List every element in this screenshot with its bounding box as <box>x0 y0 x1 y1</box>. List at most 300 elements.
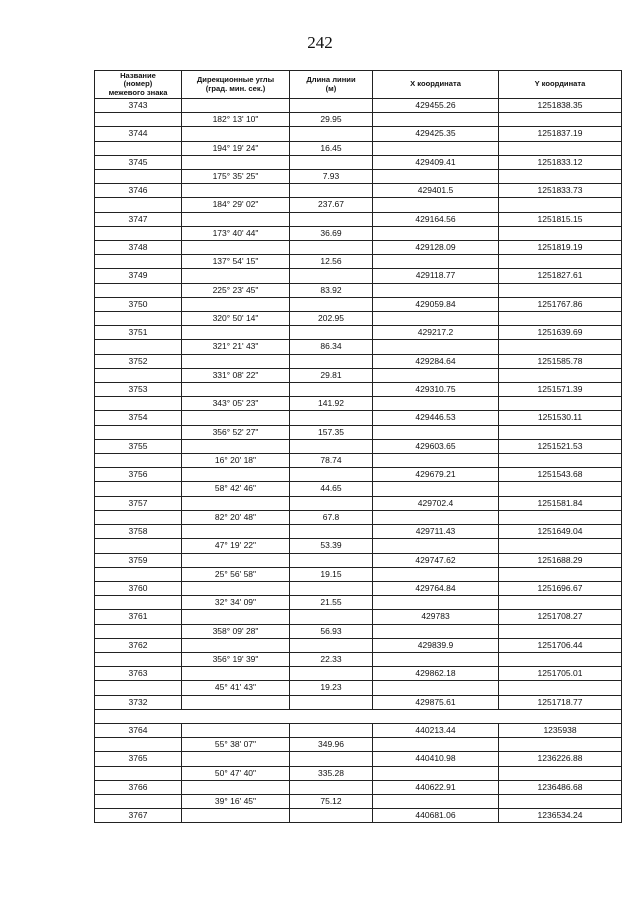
name-cell <box>95 454 182 468</box>
length-cell <box>290 269 373 283</box>
x-cell <box>373 567 499 581</box>
x-cell <box>373 226 499 240</box>
x-cell <box>373 397 499 411</box>
angle-cell <box>182 411 290 425</box>
table-row-segment <box>95 794 622 808</box>
name-cell <box>95 113 182 127</box>
angle-cell <box>182 155 290 169</box>
y-cell <box>499 794 622 808</box>
table-row-segment <box>95 539 622 553</box>
name-cell <box>95 766 182 780</box>
y-coordinate: 1235938 <box>499 723 622 737</box>
point-name: 3752 <box>95 354 182 368</box>
table-row-segment <box>95 624 622 638</box>
length-cell <box>290 723 373 737</box>
length-cell <box>290 127 373 141</box>
point-name: 3749 <box>95 269 182 283</box>
x-cell <box>373 510 499 524</box>
y-cell <box>499 255 622 269</box>
point-name: 3744 <box>95 127 182 141</box>
y-coordinate: 1251696.67 <box>499 581 622 595</box>
y-cell <box>499 397 622 411</box>
x-coordinate: 429164.56 <box>373 212 499 226</box>
length-cell <box>290 809 373 823</box>
y-cell <box>499 283 622 297</box>
y-coordinate: 1251706.44 <box>499 638 622 652</box>
length-cell <box>290 780 373 794</box>
name-cell <box>95 596 182 610</box>
angle-cell <box>182 581 290 595</box>
direction-angle: 32° 34' 09" <box>182 596 290 610</box>
point-name: 3747 <box>95 212 182 226</box>
line-length: 19.15 <box>290 567 373 581</box>
direction-angle: 16° 20' 18" <box>182 454 290 468</box>
x-coordinate: 429455.26 <box>373 99 499 113</box>
length-cell <box>290 525 373 539</box>
x-cell <box>373 454 499 468</box>
line-length: 202.95 <box>290 312 373 326</box>
point-name: 3755 <box>95 439 182 453</box>
y-cell <box>499 340 622 354</box>
line-length: 78.74 <box>290 454 373 468</box>
table-row-point <box>95 581 622 595</box>
line-length: 29.81 <box>290 368 373 382</box>
gap-cell <box>95 709 622 723</box>
x-cell <box>373 652 499 666</box>
y-cell <box>499 368 622 382</box>
table-row-point <box>95 809 622 823</box>
x-cell <box>373 766 499 780</box>
table-row-point <box>95 723 622 737</box>
angle-cell <box>182 326 290 340</box>
angle-cell <box>182 752 290 766</box>
table-row-point <box>95 439 622 453</box>
line-length: 12.56 <box>290 255 373 269</box>
x-coordinate: 429783 <box>373 610 499 624</box>
direction-angle: 58° 42' 46" <box>182 482 290 496</box>
header-length: Длина линии (м) <box>290 71 373 99</box>
point-name: 3753 <box>95 383 182 397</box>
name-cell <box>95 255 182 269</box>
name-cell <box>95 425 182 439</box>
name-cell <box>95 738 182 752</box>
y-coordinate: 1251819.19 <box>499 241 622 255</box>
angle-cell <box>182 723 290 737</box>
line-length: 29.95 <box>290 113 373 127</box>
y-cell <box>499 766 622 780</box>
length-cell <box>290 752 373 766</box>
y-coordinate: 1251838.35 <box>499 99 622 113</box>
table-row-point <box>95 468 622 482</box>
name-cell <box>95 539 182 553</box>
line-length: 44.65 <box>290 482 373 496</box>
y-cell <box>499 738 622 752</box>
name-cell <box>95 312 182 326</box>
table-row-segment <box>95 368 622 382</box>
y-cell <box>499 226 622 240</box>
direction-angle: 175° 35' 25" <box>182 170 290 184</box>
point-name: 3757 <box>95 496 182 510</box>
name-cell <box>95 794 182 808</box>
x-cell <box>373 198 499 212</box>
angle-cell <box>182 241 290 255</box>
line-length: 67.8 <box>290 510 373 524</box>
table-row-segment <box>95 340 622 354</box>
name-cell <box>95 283 182 297</box>
line-length: 86.34 <box>290 340 373 354</box>
table-row-segment <box>95 766 622 780</box>
name-cell <box>95 170 182 184</box>
line-length: 7.93 <box>290 170 373 184</box>
length-cell <box>290 326 373 340</box>
length-cell <box>290 99 373 113</box>
angle-cell <box>182 212 290 226</box>
y-coordinate: 1251833.73 <box>499 184 622 198</box>
header-y: Y координата <box>499 71 622 99</box>
table-row-point <box>95 297 622 311</box>
y-coordinate: 1236534.24 <box>499 809 622 823</box>
y-coordinate: 1251585.78 <box>499 354 622 368</box>
table-row-segment <box>95 596 622 610</box>
direction-angle: 321° 21' 43" <box>182 340 290 354</box>
y-cell <box>499 652 622 666</box>
point-name: 3758 <box>95 525 182 539</box>
x-cell <box>373 738 499 752</box>
line-length: 36.69 <box>290 226 373 240</box>
table-row-segment <box>95 510 622 524</box>
x-cell <box>373 170 499 184</box>
length-cell <box>290 439 373 453</box>
y-coordinate: 1251827.61 <box>499 269 622 283</box>
table-row-point <box>95 269 622 283</box>
x-coordinate: 429702.4 <box>373 496 499 510</box>
x-coordinate: 429128.09 <box>373 241 499 255</box>
name-cell <box>95 141 182 155</box>
length-cell <box>290 553 373 567</box>
y-cell <box>499 198 622 212</box>
direction-angle: 182° 13' 10" <box>182 113 290 127</box>
length-cell <box>290 581 373 595</box>
x-coordinate: 440213.44 <box>373 723 499 737</box>
y-cell <box>499 681 622 695</box>
table-row-point <box>95 99 622 113</box>
direction-angle: 331° 08' 22" <box>182 368 290 382</box>
y-coordinate: 1251833.12 <box>499 155 622 169</box>
y-coordinate: 1251530.11 <box>499 411 622 425</box>
x-coordinate: 440681.06 <box>373 809 499 823</box>
point-name: 3746 <box>95 184 182 198</box>
y-cell <box>499 454 622 468</box>
name-cell <box>95 226 182 240</box>
x-cell <box>373 340 499 354</box>
length-cell <box>290 695 373 709</box>
table-row-segment <box>95 113 622 127</box>
direction-angle: 137° 54' 15" <box>182 255 290 269</box>
point-name: 3760 <box>95 581 182 595</box>
point-name: 3754 <box>95 411 182 425</box>
angle-cell <box>182 468 290 482</box>
length-cell <box>290 468 373 482</box>
y-cell <box>499 170 622 184</box>
x-coordinate: 429409.41 <box>373 155 499 169</box>
x-cell <box>373 482 499 496</box>
name-cell <box>95 510 182 524</box>
table-row-segment <box>95 226 622 240</box>
x-cell <box>373 283 499 297</box>
table-row-segment <box>95 652 622 666</box>
x-coordinate: 440410.98 <box>373 752 499 766</box>
name-cell <box>95 340 182 354</box>
direction-angle: 47° 19' 22" <box>182 539 290 553</box>
angle-cell <box>182 780 290 794</box>
header-x: X координата <box>373 71 499 99</box>
x-cell <box>373 113 499 127</box>
table-row-segment <box>95 738 622 752</box>
angle-cell <box>182 695 290 709</box>
point-name: 3761 <box>95 610 182 624</box>
name-cell <box>95 681 182 695</box>
name-cell <box>95 368 182 382</box>
direction-angle: 173° 40' 44" <box>182 226 290 240</box>
point-name: 3765 <box>95 752 182 766</box>
angle-cell <box>182 809 290 823</box>
x-coordinate: 429711.43 <box>373 525 499 539</box>
angle-cell <box>182 525 290 539</box>
x-coordinate: 429875.61 <box>373 695 499 709</box>
table-row-gap <box>95 709 622 723</box>
y-cell <box>499 510 622 524</box>
y-coordinate: 1251767.86 <box>499 297 622 311</box>
x-cell <box>373 624 499 638</box>
y-coordinate: 1236226.88 <box>499 752 622 766</box>
direction-angle: 184° 29' 02" <box>182 198 290 212</box>
x-coordinate: 429425.35 <box>373 127 499 141</box>
angle-cell <box>182 184 290 198</box>
y-cell <box>499 596 622 610</box>
x-cell <box>373 794 499 808</box>
table-row-segment <box>95 312 622 326</box>
line-length: 83.92 <box>290 283 373 297</box>
x-cell <box>373 312 499 326</box>
y-coordinate: 1251571.39 <box>499 383 622 397</box>
length-cell <box>290 496 373 510</box>
x-coordinate: 429446.53 <box>373 411 499 425</box>
y-coordinate: 1251688.29 <box>499 553 622 567</box>
y-coordinate: 1251543.68 <box>499 468 622 482</box>
table-row-segment <box>95 567 622 581</box>
x-cell <box>373 141 499 155</box>
angle-cell <box>182 383 290 397</box>
angle-cell <box>182 269 290 283</box>
y-coordinate: 1251581.84 <box>499 496 622 510</box>
length-cell <box>290 667 373 681</box>
direction-angle: 358° 09' 28" <box>182 624 290 638</box>
table-row-point <box>95 695 622 709</box>
point-name: 3756 <box>95 468 182 482</box>
direction-angle: 225° 23' 45" <box>182 283 290 297</box>
angle-cell <box>182 439 290 453</box>
table-header-row <box>95 71 622 99</box>
point-name: 3745 <box>95 155 182 169</box>
point-name: 3767 <box>95 809 182 823</box>
x-cell <box>373 681 499 695</box>
length-cell <box>290 610 373 624</box>
x-coordinate: 429839.9 <box>373 638 499 652</box>
y-coordinate: 1251705.01 <box>499 667 622 681</box>
point-name: 3751 <box>95 326 182 340</box>
table-row-point <box>95 780 622 794</box>
direction-angle: 356° 19' 39" <box>182 652 290 666</box>
line-length: 22.33 <box>290 652 373 666</box>
x-cell <box>373 368 499 382</box>
direction-angle: 343° 05' 23" <box>182 397 290 411</box>
y-cell <box>499 312 622 326</box>
direction-angle: 82° 20' 48" <box>182 510 290 524</box>
point-name: 3762 <box>95 638 182 652</box>
direction-angle: 356° 52' 27" <box>182 425 290 439</box>
line-length: 237.67 <box>290 198 373 212</box>
header-name: Название (номер) межевого знака <box>95 71 182 99</box>
x-coordinate: 429747.62 <box>373 553 499 567</box>
x-cell <box>373 255 499 269</box>
line-length: 21.55 <box>290 596 373 610</box>
point-name: 3748 <box>95 241 182 255</box>
table-row-point <box>95 525 622 539</box>
header-angle: Дирекционные углы (град. мин. сек.) <box>182 71 290 99</box>
table-row-point <box>95 610 622 624</box>
line-length: 53.39 <box>290 539 373 553</box>
table-row-point <box>95 155 622 169</box>
table-row-point <box>95 383 622 397</box>
table-row-point <box>95 752 622 766</box>
x-coordinate: 429059.84 <box>373 297 499 311</box>
length-cell <box>290 155 373 169</box>
angle-cell <box>182 297 290 311</box>
angle-cell <box>182 638 290 652</box>
name-cell <box>95 652 182 666</box>
x-coordinate: 440622.91 <box>373 780 499 794</box>
y-cell <box>499 567 622 581</box>
length-cell <box>290 241 373 255</box>
direction-angle: 39° 16' 45" <box>182 794 290 808</box>
x-cell <box>373 539 499 553</box>
line-length: 16.45 <box>290 141 373 155</box>
name-cell <box>95 198 182 212</box>
y-coordinate: 1251708.27 <box>499 610 622 624</box>
y-cell <box>499 624 622 638</box>
table-row-point <box>95 212 622 226</box>
y-coordinate: 1251521.53 <box>499 439 622 453</box>
x-coordinate: 429679.21 <box>373 468 499 482</box>
table-row-point <box>95 127 622 141</box>
y-coordinate: 1251815.15 <box>499 212 622 226</box>
line-length: 335.28 <box>290 766 373 780</box>
line-length: 75.12 <box>290 794 373 808</box>
table-row-point <box>95 326 622 340</box>
point-name: 3759 <box>95 553 182 567</box>
table-row-segment <box>95 482 622 496</box>
point-name: 3750 <box>95 297 182 311</box>
line-length: 141.92 <box>290 397 373 411</box>
name-cell <box>95 482 182 496</box>
table-row-segment <box>95 255 622 269</box>
table-row-segment <box>95 681 622 695</box>
x-coordinate: 429862.18 <box>373 667 499 681</box>
direction-angle: 320° 50' 14" <box>182 312 290 326</box>
angle-cell <box>182 496 290 510</box>
direction-angle: 50° 47' 40" <box>182 766 290 780</box>
point-name: 3763 <box>95 667 182 681</box>
name-cell <box>95 567 182 581</box>
table-row-point <box>95 184 622 198</box>
angle-cell <box>182 127 290 141</box>
angle-cell <box>182 667 290 681</box>
y-cell <box>499 113 622 127</box>
x-coordinate: 429310.75 <box>373 383 499 397</box>
angle-cell <box>182 553 290 567</box>
table-row-segment <box>95 283 622 297</box>
x-cell <box>373 596 499 610</box>
table-row-segment <box>95 425 622 439</box>
point-name: 3743 <box>95 99 182 113</box>
x-coordinate: 429284.64 <box>373 354 499 368</box>
angle-cell <box>182 610 290 624</box>
x-coordinate: 429217.2 <box>373 326 499 340</box>
y-cell <box>499 539 622 553</box>
y-cell <box>499 425 622 439</box>
table-row-segment <box>95 141 622 155</box>
y-coordinate: 1236486.68 <box>499 780 622 794</box>
direction-angle: 194° 19' 24" <box>182 141 290 155</box>
point-name: 3732 <box>95 695 182 709</box>
page-number: 242 <box>307 33 333 52</box>
length-cell <box>290 184 373 198</box>
table-row-point <box>95 411 622 425</box>
table-row-point <box>95 638 622 652</box>
y-coordinate: 1251837.19 <box>499 127 622 141</box>
table-row-segment <box>95 198 622 212</box>
angle-cell <box>182 354 290 368</box>
table-row-point <box>95 496 622 510</box>
name-cell <box>95 624 182 638</box>
y-coordinate: 1251639.69 <box>499 326 622 340</box>
boundary-coordinates-table <box>94 70 622 823</box>
length-cell <box>290 297 373 311</box>
point-name: 3764 <box>95 723 182 737</box>
x-coordinate: 429764.84 <box>373 581 499 595</box>
y-coordinate: 1251718.77 <box>499 695 622 709</box>
angle-cell <box>182 99 290 113</box>
table-row-point <box>95 553 622 567</box>
direction-angle: 25° 56' 58" <box>182 567 290 581</box>
line-length: 19.23 <box>290 681 373 695</box>
table-row-point <box>95 667 622 681</box>
table-row-segment <box>95 397 622 411</box>
table-row-point <box>95 354 622 368</box>
x-cell <box>373 425 499 439</box>
length-cell <box>290 638 373 652</box>
x-coordinate: 429118.77 <box>373 269 499 283</box>
direction-angle: 55° 38' 07" <box>182 738 290 752</box>
name-cell <box>95 397 182 411</box>
length-cell <box>290 411 373 425</box>
table-row-point <box>95 241 622 255</box>
y-cell <box>499 482 622 496</box>
line-length: 349.96 <box>290 738 373 752</box>
table-row-segment <box>95 454 622 468</box>
y-cell <box>499 141 622 155</box>
table-row-segment <box>95 170 622 184</box>
